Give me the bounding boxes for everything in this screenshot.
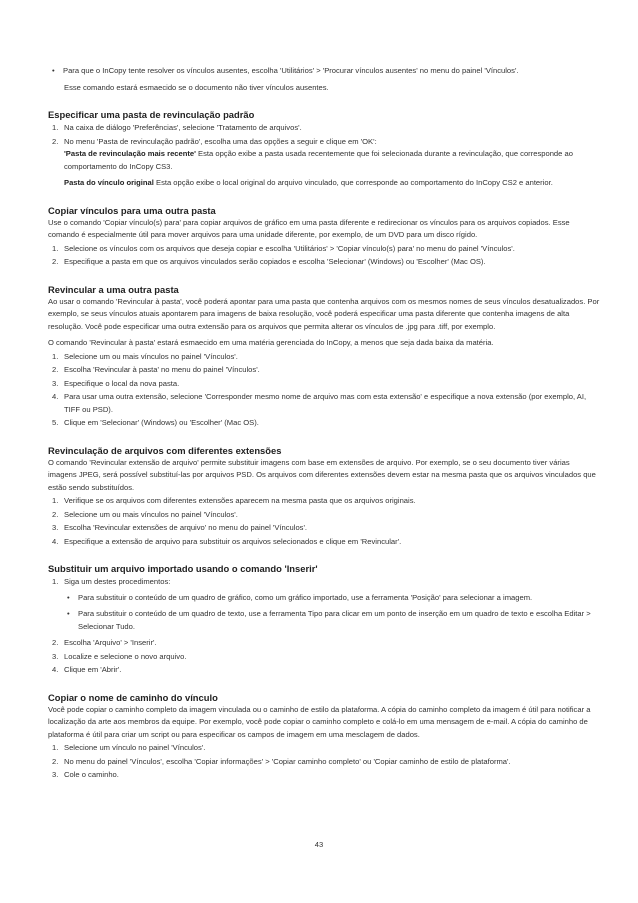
- step-text: Selecione um ou mais vínculos no painel 'Vínculos'.: [64, 351, 238, 361]
- paragraph: Use o comando 'Copiar vínculo(s) para' para copiar arquivos de gráfico em uma pasta diferente e redirecionar os vínculos para os arquivos copiados. Esse comando é especialmente útil para mover arquivos para uma unidade diferente, por exemplo, de um DVD para um disco rígido.: [48, 217, 570, 239]
- list-item: 2. No menu 'Pasta de revinculação padrão', escolha uma das opções a seguir e clique em 'OK': 'Pasta de revinculação mais recente' Esta opção exibe a pasta usada recentemente que foi selecionada durante a revinculação, que corresponde ao comportamento do InCopy CS3. Pasta do vínculo original Esta opção exibe o local original do arquivo vinculado, que corresponde ao comportamento do InCopy CS2 e anterior.: [48, 136, 600, 190]
- step-text: Cole o caminho.: [64, 770, 119, 779]
- step-text: Selecione um ou mais vínculos no painel 'Vínculos'.: [64, 509, 238, 519]
- step-text: Localize e selecione o novo arquivo.: [64, 651, 187, 661]
- section-heading: Revinculação de arquivos com diferentes extensões: [48, 444, 282, 456]
- list-item: 1. Na caixa de diálogo 'Preferências', selecione 'Tratamento de arquivos'.: [52, 123, 302, 132]
- step-text: Escolha 'Revincular extensões de arquivo' no menu do painel 'Vínculos'.: [64, 523, 308, 532]
- section-heading: Copiar o nome de caminho do vínculo: [48, 691, 218, 703]
- step-text: No menu 'Pasta de revinculação padrão', escolha uma das opções a seguir e clique em 'OK':: [64, 136, 377, 146]
- list-item: 1. Selecione os vínculos com os arquivos que deseja copiar e escolha 'Utilitários' > 'Copiar vínculo(s) para' no menu do painel 'Vínculos'.: [52, 243, 515, 253]
- list-item: 2. No menu do painel 'Vínculos', escolha 'Copiar informações' > 'Copiar caminho completo' ou 'Copiar caminho de estilo de plataforma'.: [52, 756, 511, 766]
- numbered-list: [48, 576, 600, 677]
- list-item: 1. Siga um destes procedimentos: • Para substituir o conteúdo de um quadro de gráfico, como um gráfico importado, use a ferramenta 'Posição' para selecionar a imagem. • Para substituir o conteúdo de um quadro de texto, use a ferramenta Tipo para clicar em um ponto de inserção em um quadro de texto e escolha Editar > Selecionar Tudo.: [48, 576, 600, 633]
- numbered-list: [48, 243, 600, 269]
- numbered-list: [48, 122, 600, 190]
- step-text: Escolha 'Arquivo' > 'Inserir'.: [64, 638, 157, 647]
- paragraph: Ao usar o comando 'Revincular à pasta', você poderá apontar para uma pasta que contenha arquivos com os mesmos nomes de seus vínculos desatualizados. Por exemplo, se seus vínculos atuais apontarem para imagens de baixa resolução, você poderá especificar uma pasta diferente que contenha imagens de alta resolução. Você pode especificar uma outra extensão para os arquivos que permita alterar os vínculos de .jpg para .tiff, por exemplo.: [48, 296, 600, 331]
- page-number: 43: [314, 840, 324, 849]
- list-item: 4. Especifique a extensão de arquivo para substituir os arquivos selecionados e clique em 'Revincular'.: [52, 536, 402, 546]
- list-item: 2. Escolha 'Arquivo' > 'Inserir'.: [52, 638, 157, 647]
- section-heading: Substituir um arquivo importado usando o comando 'Inserir': [48, 563, 318, 574]
- list-item: 2. Selecione um ou mais vínculos no painel 'Vínculos'.: [52, 509, 238, 519]
- list-item: • Para substituir o conteúdo de um quadro de texto, use a ferramenta Tipo para clicar em um ponto de inserção em um quadro de texto e escolha Editar > Selecionar Tudo.: [64, 608, 600, 633]
- list-item: 1. Selecione um vínculo no painel 'Vínculos'.: [52, 743, 206, 752]
- list-item: 3. Especifique o local da nova pasta.: [52, 378, 180, 388]
- section-heading: Copiar vínculos para uma outra pasta: [48, 204, 216, 216]
- numbered-list: [48, 742, 600, 782]
- step-text: Para usar uma outra extensão, selecione 'Corresponder mesmo nome de arquivo mas com esta extensão' e especifique a nova extensão (por exemplo, AI, TIFF ou PSD).: [64, 392, 587, 414]
- step-text: Verifique se os arquivos com diferentes extensões aparecem na mesma pasta que os arquivos originais.: [64, 496, 416, 505]
- option-paragraph: [64, 148, 600, 173]
- step-text: Clique em 'Abrir'.: [64, 665, 122, 674]
- numbered-list: [48, 351, 600, 430]
- option-text: Esta opção exibe o local original do arquivo vinculado, que corresponde ao comportamento do InCopy CS2 e anterior.: [153, 178, 553, 187]
- numbered-list: [48, 495, 600, 548]
- list-item: 2. Escolha 'Revincular à pasta' no menu do painel 'Vínculos'.: [52, 365, 260, 374]
- list-item: • Para substituir o conteúdo de um quadro de gráfico, como um gráfico importado, use a ferramenta 'Posição' para selecionar a imagem.: [64, 592, 600, 605]
- paragraph: Você pode copiar o caminho completo da imagem vinculada ou o caminho de estilo da plataforma. A cópia do caminho completo da imagem é útil para notificar a localização da arte aos membros da equipe. Por exemplo, você pode copiar o caminho completo e colá-lo em uma mensagem de e-mail. A cópia do caminho de plataforma é útil para criar um script ou para especificar os campos de imagem em uma mesclagem de dados.: [48, 704, 591, 739]
- list-item: 4. Clique em 'Abrir'.: [52, 665, 122, 674]
- step-text: No menu do painel 'Vínculos', escolha 'Copiar informações' > 'Copiar caminho completo' ou 'Copiar caminho de estilo de plataforma'.: [64, 756, 511, 766]
- top-bullet-list: [48, 65, 600, 78]
- step-text: Especifique o local da nova pasta.: [64, 378, 180, 388]
- list-item: 5. Clique em 'Selecionar' (Windows) ou 'Escolher' (Mac OS).: [52, 418, 259, 427]
- sub-bullet-list: [64, 592, 600, 634]
- list-item: 3. Cole o caminho.: [52, 770, 119, 779]
- step-text: Siga um destes procedimentos:: [64, 577, 171, 586]
- list-item: 3. Escolha 'Revincular extensões de arquivo' no menu do painel 'Vínculos'.: [52, 523, 308, 532]
- list-item: • Para que o InCopy tente resolver os vínculos ausentes, escolha 'Utilitários' > 'Procurar vínculos ausentes' no menu do painel 'Vínculos'.: [48, 65, 600, 78]
- list-item: 4. Para usar uma outra extensão, selecione 'Corresponder mesmo nome de arquivo mas com esta extensão' e especifique a nova extensão (por exemplo, AI, TIFF ou PSD).: [52, 392, 587, 414]
- option-term: 'Pasta de revinculação mais recente': [64, 149, 196, 158]
- paragraph: O comando 'Revincular à pasta' estará esmaecido em uma matéria gerenciada do InCopy, a menos que seja dada baixa da matéria.: [48, 338, 494, 347]
- list-item: 3. Localize e selecione o novo arquivo.: [52, 651, 187, 661]
- step-text: Selecione os vínculos com os arquivos que deseja copiar e escolha 'Utilitários' > 'Copiar vínculo(s) para' no menu do painel 'Vínculos'.: [64, 243, 515, 253]
- step-text: Escolha 'Revincular à pasta' no menu do painel 'Vínculos'.: [64, 365, 260, 374]
- section-heading: Especificar uma pasta de revinculação padrão: [48, 109, 255, 120]
- paragraph: O comando 'Revincular extensão de arquivo' permite substituir imagens com base em extensões de arquivo. Por exemplo, se o seu documento tiver várias imagens JPEG, será possível substituí-las por arquivos PSD. Os arquivos com diferentes extensões devem estar na mesma pasta que os arquivos vinculados que estão sendo substituídos.: [48, 457, 596, 492]
- list-item: 1. Selecione um ou mais vínculos no painel 'Vínculos'.: [52, 351, 238, 361]
- step-text: Especifique a pasta em que os arquivos vinculados serão copiados e escolha 'Selecionar' (Windows) ou 'Escolher' (Mac OS).: [64, 257, 486, 266]
- step-text: Selecione um vínculo no painel 'Vínculos'.: [64, 743, 206, 752]
- step-text: Na caixa de diálogo 'Preferências', selecione 'Tratamento de arquivos'.: [64, 123, 302, 132]
- list-item: 2. Especifique a pasta em que os arquivos vinculados serão copiados e escolha 'Selecionar' (Windows) ou 'Escolher' (Mac OS).: [52, 257, 486, 266]
- step-text: Clique em 'Selecionar' (Windows) ou 'Escolher' (Mac OS).: [64, 418, 259, 427]
- option-term: Pasta do vínculo original: [64, 178, 154, 187]
- option-text: Esta opção exibe a pasta usada recentemente que foi selecionada durante a revinculação, que corresponde ao comportamento do InCopy CS3.: [64, 149, 573, 171]
- page-content: [48, 65, 600, 782]
- step-text: Especifique a extensão de arquivo para substituir os arquivos selecionados e clique em 'Revincular'.: [64, 536, 402, 546]
- section-heading: Revincular a uma outra pasta: [48, 283, 179, 295]
- list-item: 1. Verifique se os arquivos com diferentes extensões aparecem na mesma pasta que os arquivos originais.: [52, 496, 416, 505]
- note-text: Esse comando estará esmaecido se o documento não tiver vínculos ausentes.: [64, 82, 329, 92]
- option-paragraph: [64, 177, 600, 190]
